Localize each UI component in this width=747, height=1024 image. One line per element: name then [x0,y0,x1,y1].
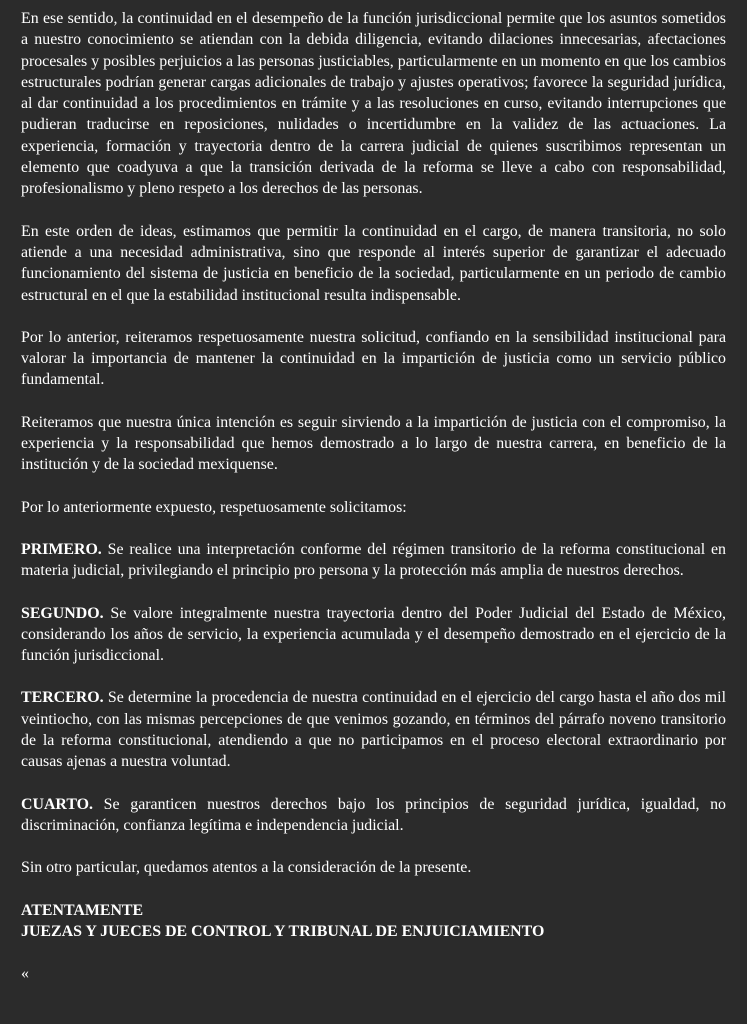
petition-text: Se determine la procedencia de nuestra continuidad en el ejercicio del cargo hasta el año dos mil veintiocho, con las mismas percepciones de que venimos gozando, en términos del párrafo noveno transitorio de la reforma constitucional, atendiendo a que no participamos en el proceso electoral extraordinario por causas ajenas a nuestra voluntad. [21,689,726,771]
paragraph-continuity: En ese sentido, la continuidad en el desempeño de la función jurisdiccional permite que los asuntos sometidos a nuestro conocimiento se atiendan con la debida diligencia, evitando dilaciones innecesarias, afectaciones procesales y posibles perjuicios a las personas justiciables, particularmente en un momento en que los cambios estructurales podrían generar cargas adicionales de trabajo y ajustes operativos; favorece la seguridad jurídica, al dar continuidad a los procedimientos en trámite y a las resoluciones en curso, evitando interrupciones que pudieran traducirse en reposiciones, nulidades o incertidumbre en la validez de las actuaciones. La experiencia, formación y trayectoria dentro de la carrera judicial de quienes suscribimos representan un elemento que coadyuva a que la transición derivada de la reforma se lleve a cabo con responsabilidad, profesionalismo y pleno respeto a los derechos de las personas. [21,10,726,198]
paragraph-request-intro: Por lo anteriormente expuesto, respetuosamente solicitamos: [21,498,407,516]
paragraph-reiterate-request: Por lo anterior, reiteramos respetuosamente nuestra solicitud, confiando en la sensibilidad institucional para valorar la importancia de mantener la continuidad en la impartición de justicia como un servicio público fundamental. [21,328,726,389]
petition-label: TERCERO. [21,689,104,707]
petition-text: Se garanticen nuestros derechos bajo los principios de seguridad jurídica, igualdad, no discriminación, confianza legítima e independencia judicial. [21,795,726,834]
petition-label: CUARTO. [21,795,93,813]
petition-text: Se realice una interpretación conforme del régimen transitorio de la reforma constitucional en materia judicial, privilegiando el principio pro persona y la protección más amplia de nuestros derechos. [21,540,726,580]
signature-signers: JUEZAS Y JUECES DE CONTROL Y TRIBUNAL DE ENJUICIAMIENTO [21,922,545,940]
letter-body [21,8,726,984]
signature-block [21,900,726,943]
petition-segundo [21,603,726,667]
paragraph-intention: Reiteramos que nuestra única intención es seguir sirviendo a la impartición de justicia con el compromiso, la experiencia y la responsabilidad que hemos demostrado a lo largo de nuestra carrera, en beneficio de la institución y de la sociedad mexiquense. [21,413,726,474]
petition-tercero [21,687,726,772]
petition-cuarto [21,794,726,837]
petition-label: SEGUNDO. [21,604,104,622]
petition-label: PRIMERO. [21,540,102,558]
petition-text: Se valore integralmente nuestra trayectoria dentro del Poder Judicial del Estado de México, considerando los años de servicio, la experiencia acumulada y el desempeño demostrado en el ejercicio de la función jurisdiccional. [21,604,726,665]
trailing-quote-mark: « [21,965,29,983]
paragraph-order-of-ideas: En este orden de ideas, estimamos que permitir la continuidad en el cargo, de manera transitoria, no solo atiende a una necesidad administrativa, sino que responde al interés superior de garantizar el adecuado funcionamiento del sistema de justicia en beneficio de la sociedad, particularmente en un periodo de cambio estructural en el que la estabilidad institucional resulta indispensable. [21,222,726,304]
closing-sentence: Sin otro particular, quedamos atentos a la consideración de la presente. [21,859,472,877]
petition-primero [21,539,726,582]
signature-salutation: ATENTAMENTE [21,901,144,919]
